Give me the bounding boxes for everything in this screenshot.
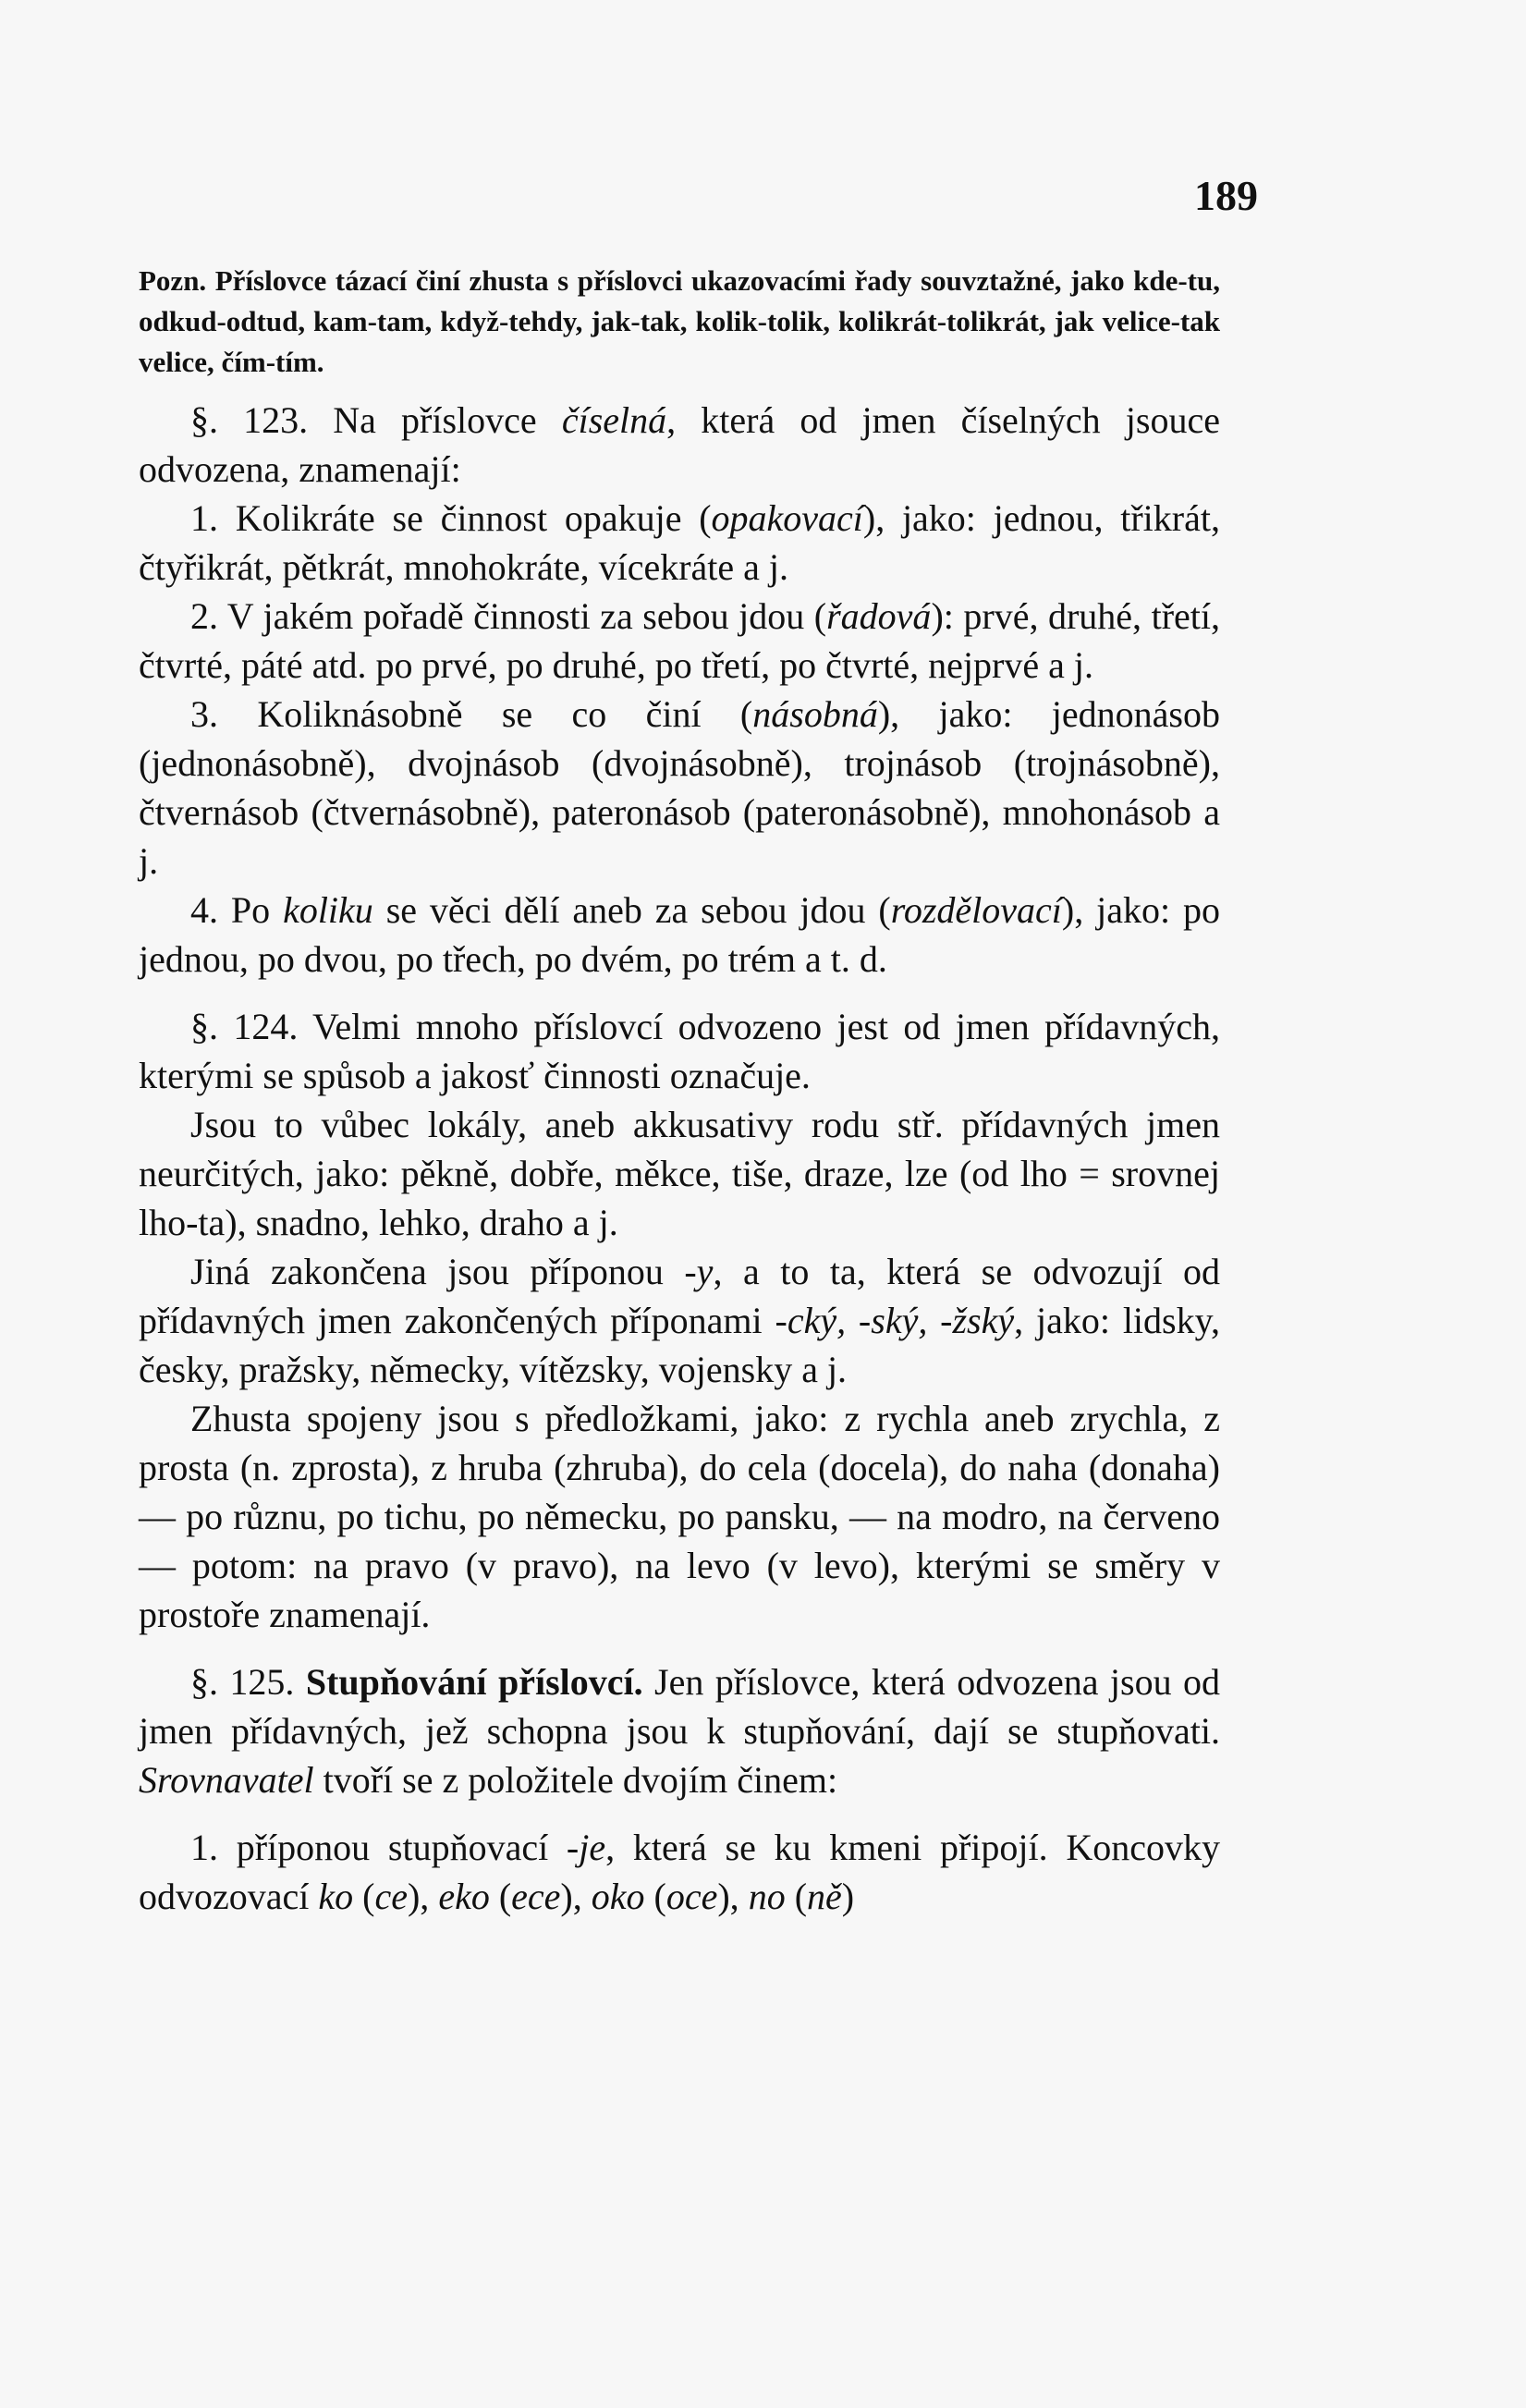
list-item-2: 2. V jakém pořadě činnosti za sebou jdou (řadová): prvé, druhé, třetí, čtvrté, páté atd. po prvé, po druhé, po třetí, po čtvrté, nejprvé a j.: [139, 595, 1220, 686]
list-item-1: 1. příponou stupňovací -je, která se ku kmeni připojí. Koncovky odvozovací ko (ce), eko (ece), oko (oce), no (ně): [139, 1827, 1221, 1917]
paragraph: Jiná zakončena jsou příponou -y, a to ta, která se odvozují od přídavných jmen zakončených příponami -cký, -ský, -žský, jako: lidsky, česky, pražsky, německy, vítězsky, vojensky a j.: [139, 1251, 1221, 1390]
section-title: Stupňování příslovcí.: [294, 1661, 643, 1703]
main-text: [139, 396, 1220, 1921]
paragraph: Zhusta spojeny jsou s předložkami, jako: z rychla aneb zrychla, z prosta (n. zprosta), z hruba (zhruba), do cela (docela), do naha (donaha) — po různu, po tichu, po německu, po pansku, — na modro, na červeno — potom: na pravo (v pravo), na levo (v levo), kterými se směry v prostoře znamenají.: [139, 1398, 1220, 1635]
term-italic: číselná: [561, 399, 667, 441]
section-123: §. 123. Na příslovce číselná, která od jmen číselných jsouce odvozena, znamenají:: [139, 399, 1220, 490]
list-item-3: 3. Koliknásobně se co činí (násobná), jako: jednonásob (jednonásobně), dvojnásob (dvojnásobně), trojnásob (trojnásobně), čtvernásob (čtvernásobně), pateronásob (pateronásobně), mnohonásob a j.: [139, 693, 1220, 882]
section-number: §. 125.: [190, 1661, 295, 1703]
section-number: §. 124.: [190, 1006, 299, 1047]
section-124: §. 124. Velmi mnoho příslovcí odvozeno jest od jmen přídavných, kterými se spůsob a jakosť činnosti označuje.: [139, 1006, 1220, 1096]
page-number: 189: [1194, 172, 1258, 219]
list-item-1: 1. Kolikráte se činnost opakuje (opakovací), jako: jednou, třikrát, čtyřikrát, pětkrát, mnohokráte, vícekráte a j.: [139, 497, 1220, 588]
section-125: §. 125. Stupňování příslovcí. Jen příslovce, která odvozena jsou od jmen přídavných, jež schopna jsou k stupňování, dají se stupňovati. Srovnavatel tvoří se z položitele dvojím činem:: [139, 1661, 1221, 1801]
footnote-remark: Pozn. Příslovce tázací činí zhusta s příslovci ukazovacími řady souvztažné, jako kde-tu, odkud-odtud, kam-tam, když-tehdy, jak-tak, kolik-tolik, kolikrát-tolikrát, jak velice-tak velice, čím-tím.: [139, 264, 1220, 378]
list-item-4: 4. Po koliku se věci dělí aneb za sebou jdou (rozdělovací), jako: po jednou, po dvou, po třech, po dvém, po trém a t. d.: [139, 889, 1220, 980]
section-number: §. 123.: [190, 399, 309, 441]
paragraph: Jsou to vůbec lokály, aneb akkusativy rodu stř. přídavných jmen neurčitých, jako: pěkně, dobře, měkce, tiše, draze, lze (od lho = srovnej lho-ta), snadno, lehko, draho a j.: [139, 1104, 1220, 1243]
